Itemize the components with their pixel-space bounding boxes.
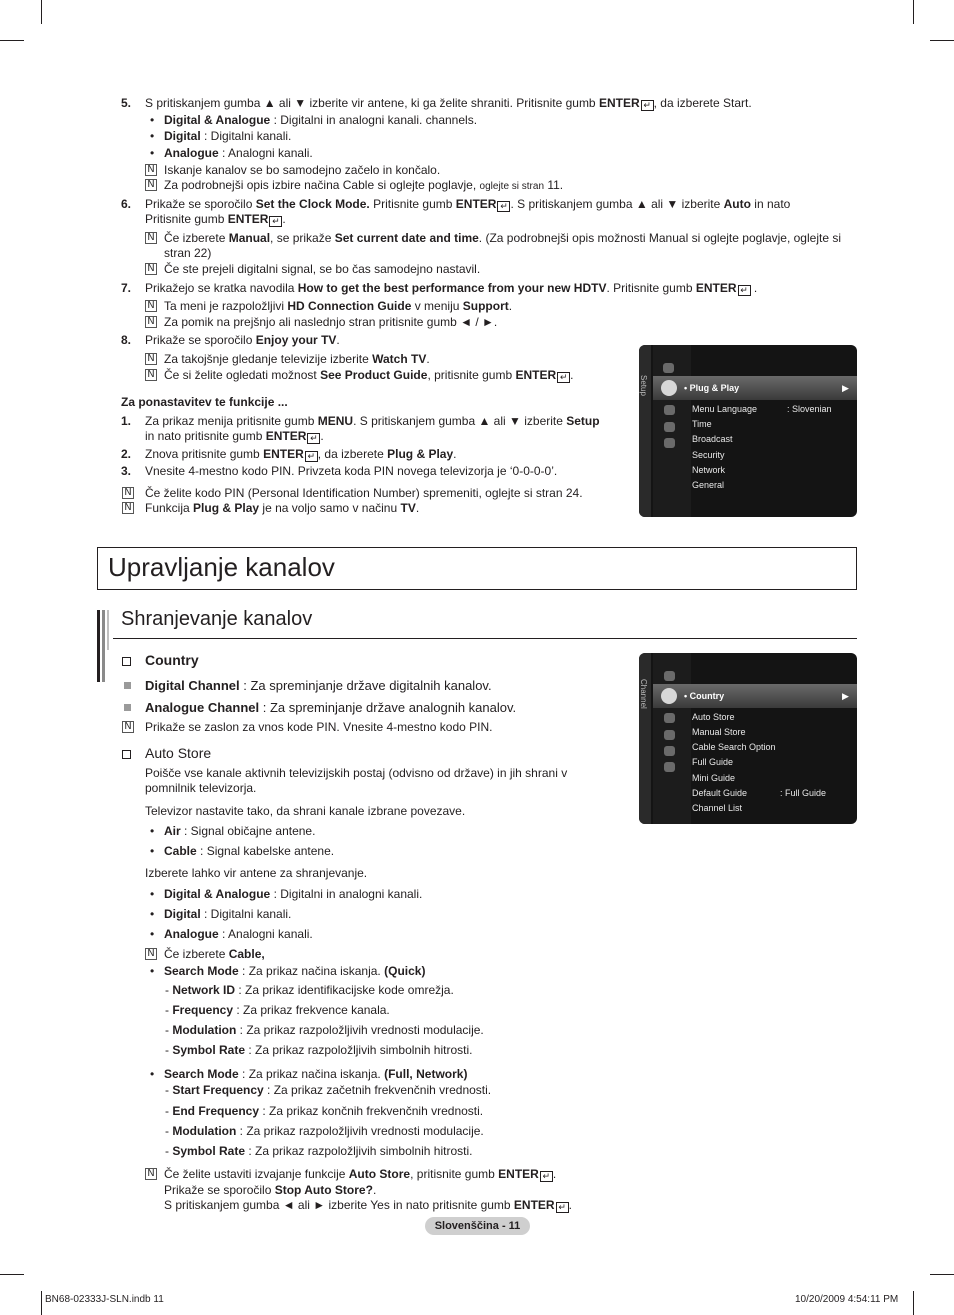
- bullet-text: Digital & Analogue : Digitalni in analogni kanali. channels.: [164, 113, 478, 127]
- subheading-bar: [102, 610, 105, 682]
- enter-key-icon: ↵: [269, 216, 282, 227]
- support-icon: [664, 762, 675, 772]
- paragraph: Izberete lahko vir antene za shranjevanje.: [145, 866, 368, 880]
- bullet: •: [150, 824, 155, 838]
- paragraph: Televizor nastavite tako, da shrani kanale izbrane povezave.: [145, 804, 466, 818]
- crop-mark: [930, 1274, 954, 1275]
- bullet-text: Cable : Signal kabelske antene.: [164, 844, 335, 858]
- sub-item: - Frequency : Za prikaz frekvence kanala.: [165, 1003, 390, 1017]
- gear-icon: [664, 713, 675, 723]
- support-icon: [664, 438, 675, 448]
- note-icon: N: [122, 502, 134, 514]
- reset-title: Za ponastavitev te funkcije ...: [121, 395, 288, 409]
- crop-mark: [41, 1291, 42, 1315]
- arrow-right-icon: ▶: [842, 383, 849, 393]
- bullet: •: [150, 146, 155, 160]
- step-number: 8.: [121, 333, 132, 347]
- note-text: Če želite kodo PIN (Personal Identification Number) spremeniti, oglejte si stran 24.: [145, 486, 583, 500]
- bullet: •: [150, 844, 155, 858]
- step-number: 5.: [121, 96, 132, 110]
- note-text: Ta meni je razpoložljivi HD Connection Guide v meniju Support.: [164, 299, 513, 313]
- osd-item-value: : Full Guide: [780, 788, 827, 798]
- osd-item[interactable]: Channel List: [692, 803, 743, 813]
- note-text: S pritiskanjem gumba ◄ ali ► izberite Yes in nato pritisnite gumb ENTER ↵ .: [164, 1198, 572, 1212]
- note-text: Če želite ustaviti izvajanje funkcije Auto Store, pritisnite gumb ENTER ↵ .: [164, 1167, 557, 1181]
- footer-right: 10/20/2009 4:54:11 PM: [795, 1294, 899, 1305]
- osd-item[interactable]: Auto Store: [692, 712, 735, 722]
- note-icon: N: [145, 232, 157, 244]
- note-icon: N: [122, 487, 134, 499]
- osd-item[interactable]: General: [692, 480, 725, 490]
- note-text: Če izberete Manual, se prikaže Set current date and time. (Za podrobnejši opis možnosti Manual si oglejte poglavje, oglejte si: [164, 231, 841, 245]
- note-icon: N: [122, 721, 134, 733]
- crop-mark: [0, 40, 24, 41]
- sound-icon: [664, 671, 675, 681]
- note-text: Za podrobnejši opis izbire načina Cable si oglejte poglavje, oglejte si stran 11.: [164, 178, 564, 192]
- arrow-right-icon: ▶: [842, 691, 849, 701]
- step-text: Znova pritisnite gumb ENTER ↵ , da izberete Plug & Play.: [145, 447, 457, 461]
- step-text: Prikažejo se kratka navodila How to get the best performance from your new HDTV. Pritisnite gumb ENTER ↵ .: [145, 281, 758, 295]
- osd-item[interactable]: Network: [692, 465, 726, 475]
- enter-key-icon: ↵: [540, 1171, 553, 1182]
- paragraph: Poišče vse kanale aktivnih televizijskih postaj (odvisno od države) in jih shrani v: [145, 766, 568, 780]
- note-icon: N: [145, 1168, 157, 1180]
- subheading-rule: [113, 638, 857, 639]
- autostore-title: Auto Store: [145, 745, 212, 761]
- bullet-text: Air : Signal običajne antene.: [164, 824, 316, 838]
- step-number: 7.: [121, 281, 132, 295]
- square-bullet: [124, 704, 131, 711]
- enter-key-icon: ↵: [305, 451, 318, 462]
- osd-highlight-label: • Country: [684, 691, 725, 701]
- osd-item[interactable]: Broadcast: [692, 434, 733, 444]
- note-icon: N: [145, 300, 157, 312]
- enter-key-icon: ↵: [641, 100, 654, 111]
- section-title: Shranjevanje kanalov: [121, 608, 313, 630]
- crop-mark: [913, 1291, 914, 1315]
- page-number-badge: Slovenščina - 11: [425, 1217, 530, 1235]
- osd-side-bar: [639, 345, 651, 517]
- sub-item: - Symbol Rate : Za prikaz razpoložljivih simbolnih hitrosti.: [165, 1043, 473, 1057]
- note-text: Za takojšnje gledanje televizije izberite Watch TV.: [164, 352, 430, 366]
- enter-key-icon: ↵: [738, 285, 751, 296]
- enter-key-icon: ↵: [556, 1202, 569, 1213]
- osd-setup-menu: [639, 345, 857, 517]
- bullet-text: Digital : Digitalni kanali.: [164, 129, 292, 143]
- country-title: Country: [145, 652, 199, 668]
- page-title: Upravljanje kanalov: [108, 552, 335, 582]
- satellite-dish-icon: [661, 688, 677, 704]
- bullet-text: Search Mode : Za prikaz načina iskanja. (Full, Network): [164, 1067, 468, 1081]
- osd-side-label: Channel: [639, 679, 648, 709]
- bullet-text: Digital & Analogue : Digitalni in analogni kanali.: [164, 887, 423, 901]
- note-text: Če ste prejeli digitalni signal, se bo čas samodejno nastavil.: [164, 262, 481, 276]
- gear-icon: [661, 380, 677, 396]
- note-text: Če si želite ogledati možnost See Product Guide, pritisnite gumb ENTER ↵ .: [164, 368, 574, 382]
- input-icon: [664, 405, 675, 415]
- note-text: Če izberete Cable,: [164, 947, 265, 961]
- sub-item: - Network ID : Za prikaz identifikacijske kode omrežja.: [165, 983, 454, 997]
- checkbox-icon: [122, 657, 131, 666]
- step-number: 6.: [121, 197, 132, 211]
- osd-highlight-label: • Plug & Play: [684, 383, 740, 393]
- osd-item[interactable]: Mini Guide: [692, 773, 736, 783]
- osd-item[interactable]: Cable Search Option: [692, 742, 776, 752]
- step-text: Prikaže se sporočilo Set the Clock Mode. Pritisnite gumb ENTER ↵ . S pritiskanjem gumba ▲ ali ▼ izberite Auto in nato: [145, 197, 791, 211]
- bullet-text: Analogue : Analogni kanali.: [164, 146, 313, 160]
- bullet: •: [150, 964, 155, 978]
- osd-item-value: : Slovenian: [787, 404, 832, 414]
- note-icon: N: [145, 369, 157, 381]
- enter-key-icon: ↵: [307, 433, 320, 444]
- note-icon: N: [145, 316, 157, 328]
- step-text: Vnesite 4-mestno kodo PIN. Privzeta koda PIN novega televizorja je ‘0-0-0-0’.: [145, 464, 558, 478]
- step-text: Za prikaz menija pritisnite gumb MENU. S pritiskanjem gumba ▲ ali ▼ izberite Setup: [145, 414, 600, 428]
- osd-item[interactable]: Manual Store: [692, 727, 746, 737]
- note-icon: N: [145, 948, 157, 960]
- sub-item: - Start Frequency : Za prikaz začetnih frekvenčnih vrednosti.: [165, 1083, 492, 1097]
- country-item: Analogue Channel : Za spreminjanje države analognih kanalov.: [145, 700, 517, 715]
- bullet: •: [150, 1067, 155, 1081]
- note-text: Funkcija Plug & Play je na voljo samo v načinu TV.: [145, 501, 420, 515]
- sub-item: - Modulation : Za prikaz razpoložljivih vrednosti modulacije.: [165, 1124, 484, 1138]
- picture-icon: [663, 363, 674, 373]
- step-number: 3.: [121, 464, 132, 478]
- note-text: Za pomik na prejšnjo ali naslednjo stran pritisnite gumb ◄ / ►.: [164, 315, 498, 329]
- note-text: Iskanje kanalov se bo samodejno začelo in končalo.: [164, 163, 441, 177]
- bullet-text: Digital : Digitalni kanali.: [164, 907, 292, 921]
- enter-key-icon: ↵: [557, 372, 570, 383]
- bullet: •: [150, 887, 155, 901]
- step-text: Pritisnite gumb ENTER ↵ .: [145, 212, 286, 226]
- note-icon: N: [145, 353, 157, 365]
- step-number: 1.: [121, 414, 132, 428]
- note-icon: N: [145, 263, 157, 275]
- enter-key-icon: ↵: [497, 201, 510, 212]
- square-bullet: [124, 682, 131, 689]
- bullet-text: Analogue : Analogni kanali.: [164, 927, 313, 941]
- step-number: 2.: [121, 447, 132, 461]
- osd-side-label: Setup: [639, 375, 648, 396]
- step-text: Prikaže se sporočilo Enjoy your TV.: [145, 333, 340, 347]
- bullet: •: [150, 113, 155, 127]
- subheading-bar: [107, 610, 109, 650]
- step-text: S pritiskanjem gumba ▲ ali ▼ izberite vir antene, ki ga želite shraniti. Pritisnite gumb ENTER ↵ , da izberete Start.: [145, 96, 752, 110]
- footer-left: BN68-02333J-SLN.indb 11: [45, 1294, 164, 1305]
- bullet: •: [150, 129, 155, 143]
- osd-channel-menu: [639, 653, 857, 824]
- bullet-text: Search Mode : Za prikaz načina iskanja. (Quick): [164, 964, 426, 978]
- note-icon: N: [145, 164, 157, 176]
- osd-item[interactable]: Full Guide: [692, 757, 734, 767]
- sub-item: - End Frequency : Za prikaz končnih frekvenčnih vrednosti.: [165, 1104, 484, 1118]
- input-icon: [664, 730, 675, 740]
- sub-item: - Symbol Rate : Za prikaz razpoložljivih simbolnih hitrosti.: [165, 1144, 473, 1158]
- sub-item: - Modulation : Za prikaz razpoložljivih vrednosti modulacije.: [165, 1023, 484, 1037]
- osd-item[interactable]: Security: [692, 450, 725, 460]
- crop-mark: [930, 40, 954, 41]
- bullet: •: [150, 927, 155, 941]
- step-text: in nato pritisnite gumb ENTER ↵ .: [145, 429, 324, 443]
- paragraph: pomnilnik televizorja.: [145, 781, 257, 795]
- osd-item[interactable]: Time: [692, 419, 712, 429]
- note-text: Prikaže se sporočilo Stop Auto Store?.: [164, 1183, 377, 1197]
- note-text: stran 22): [164, 246, 212, 260]
- application-icon: [664, 422, 675, 432]
- osd-item[interactable]: Menu Language: [692, 404, 758, 414]
- bullet: •: [150, 907, 155, 921]
- checkbox-icon: [122, 750, 131, 759]
- note-text: Prikaže se zaslon za vnos kode PIN. Vnesite 4-mestno kodo PIN.: [145, 720, 493, 734]
- crop-mark: [41, 0, 42, 24]
- osd-item[interactable]: Default Guide: [692, 788, 748, 798]
- note-icon: N: [145, 179, 157, 191]
- crop-mark: [0, 1274, 24, 1275]
- subheading-bar: [97, 610, 100, 682]
- country-item: Digital Channel : Za spreminjanje države digitalnih kanalov.: [145, 678, 492, 693]
- crop-mark: [913, 0, 914, 24]
- application-icon: [664, 746, 675, 756]
